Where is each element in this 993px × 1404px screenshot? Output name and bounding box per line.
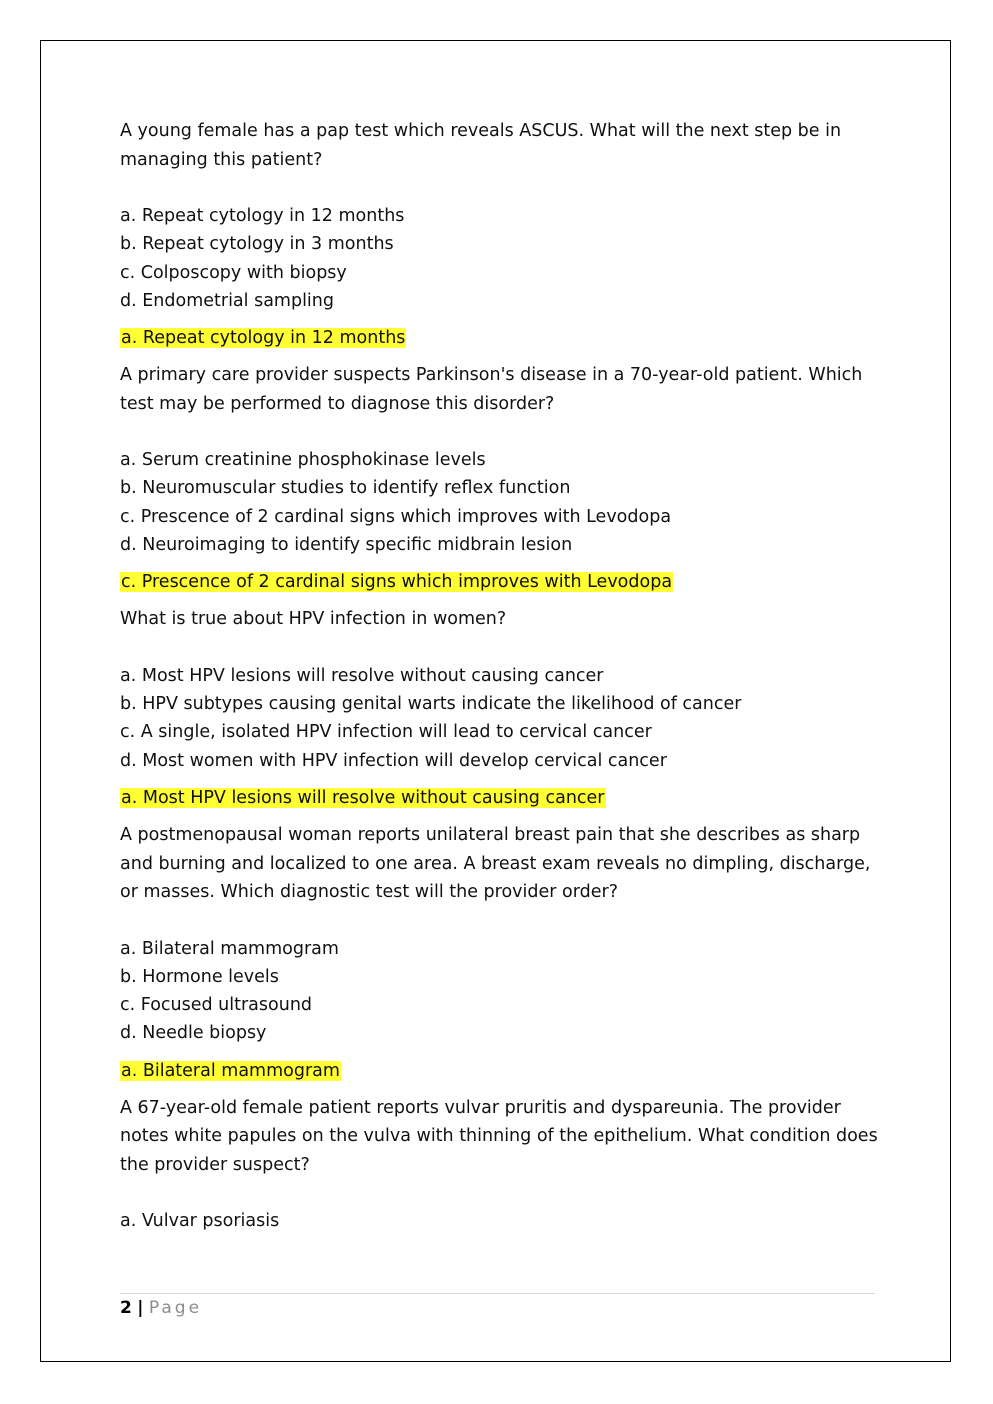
question-text: What is true about HPV infection in women? [120,609,507,630]
highlighted-answer: c. Prescence of 2 cardinal signs which improves with Levodopa [121,572,673,593]
highlighted-answer: a. Bilateral mammogram [121,1060,340,1081]
question-text: A 67-year-old female patient reports vulvar pruritis and dyspareunia. The provider notes white papules on the vulva with thinning of the epithelium. What condition does the provider suspect? [120,1097,878,1175]
question-text: A young female has a pap test which reveals ASCUS. What will the next step be in managing this patient? [120,121,842,170]
option-a: a. Serum creatinine phosphokinase levels [120,450,486,471]
option-a: a. Bilateral mammogram [120,938,339,959]
page-number: 2 [120,1298,132,1318]
option-d: d. Neuroimaging to identify specific midbrain lesion [120,535,573,556]
option-c: c. A single, isolated HPV infection will lead to cervical cancer [120,722,652,743]
option-d: d. Needle biopsy [120,1023,267,1044]
option-a: a. Most HPV lesions will resolve without causing cancer [120,665,604,686]
question-block [120,821,880,1082]
question-text: A primary care provider suspects Parkinson's disease in a 70-year-old patient. Which test may be performed to diagnose this disorder? [120,365,863,414]
page-label: Page [148,1298,203,1318]
document-body [120,117,880,1236]
option-a: a. Repeat cytology in 12 months [120,206,405,226]
question-block [120,1094,880,1236]
option-b: b. Hormone levels [120,966,279,987]
option-c: c. Focused ultrasound [120,995,313,1016]
footer-separator: | [137,1298,144,1318]
option-a: a. Vulvar psoriasis [120,1211,280,1232]
question-text: A postmenopausal woman reports unilateral breast pain that she describes as sharp and burning and localized to one area. A breast exam reveals no dimpling, discharge, or masses. Which diagnostic test will the provider order? [120,825,871,903]
option-c: c. Prescence of 2 cardinal signs which improves with Levodopa [120,506,672,527]
page-footer [120,1293,875,1318]
option-d: d. Endometrial sampling [120,290,334,311]
question-block [120,361,880,593]
option-b: b. Neuromuscular studies to identify reflex function [120,478,571,499]
option-b: b. Repeat cytology in 3 months [120,234,394,255]
highlighted-answer: a. Most HPV lesions will resolve without causing cancer [121,788,605,809]
option-c: c. Colposcopy with biopsy [120,262,347,283]
question-block [120,117,880,349]
highlighted-answer: a. Repeat cytology in 12 months [121,328,406,349]
option-b: b. HPV subtypes causing genital warts indicate the likelihood of cancer [120,694,742,715]
question-block [120,605,880,809]
option-d: d. Most women with HPV infection will develop cervical cancer [120,750,667,771]
